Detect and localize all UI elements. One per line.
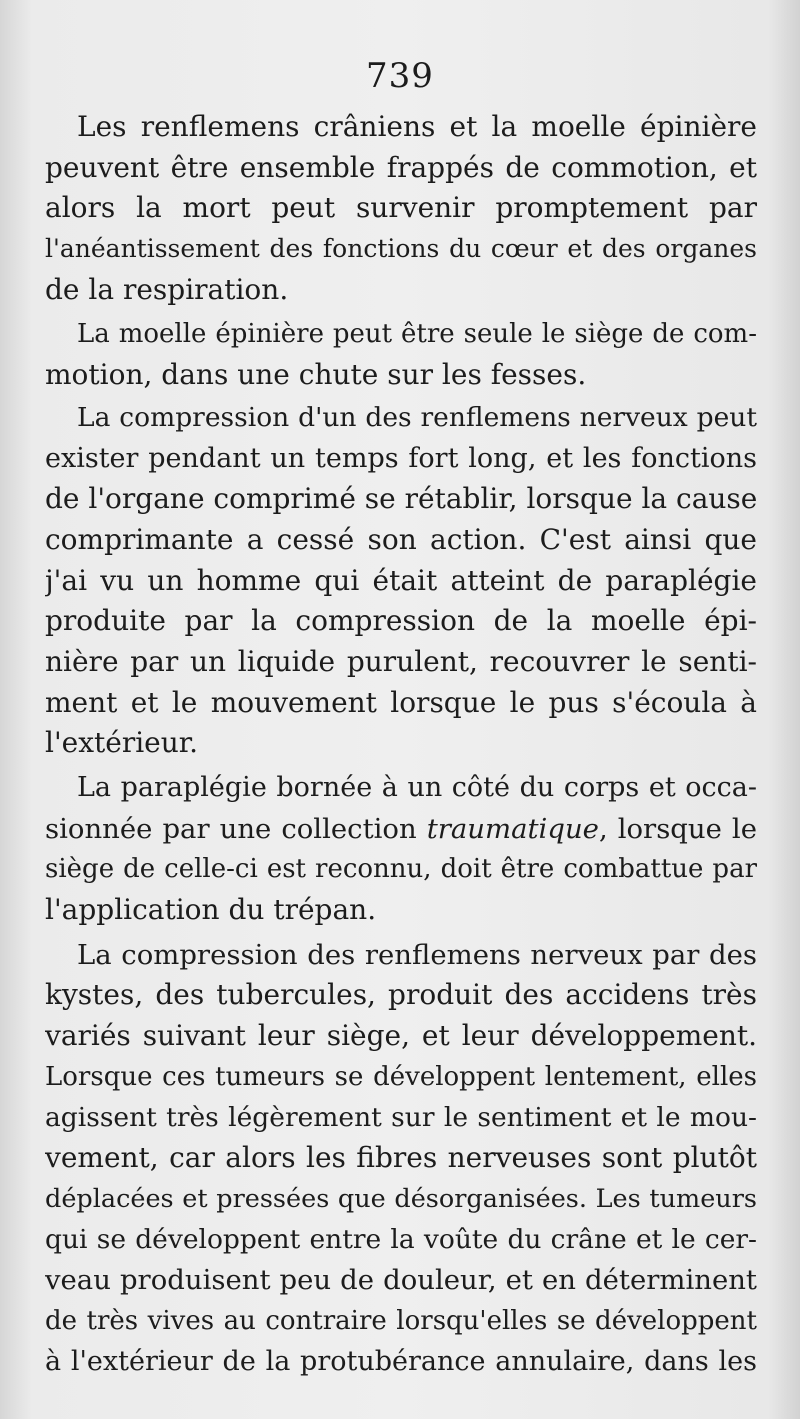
- text-line: peuvent être ensemble frappés de commotion, et: [45, 150, 757, 184]
- text-line: veau produisent peu de douleur, et en déterminent: [45, 1264, 757, 1297]
- text-line: comprimante a cessé son action. C'est ainsi que: [45, 522, 757, 556]
- text-line: siège de celle-ci est reconnu, doit être combattue par: [45, 854, 757, 885]
- text-line: La compression des renflemens nerveux par des: [77, 938, 757, 971]
- text-line: de très vives au contraire lorsqu'elles se développent: [45, 1305, 757, 1336]
- paragraph: [45, 314, 757, 395]
- text-line: exister pendant un temps fort long, et les fonctions: [45, 442, 757, 474]
- text-line: La moelle épinière peut être seule le siège de com-: [77, 319, 757, 350]
- text-line: l'extérieur.: [45, 726, 198, 760]
- text-line: agissent très légèrement sur le sentiment et le mou-: [45, 1101, 757, 1133]
- text-line: variés suivant leur siège, et leur développement.: [45, 1019, 757, 1053]
- text-line: qui se développent entre la voûte du crâne et le cer-: [45, 1223, 757, 1255]
- text-line: l'anéantissement des fonctions du cœur et des organes: [45, 234, 757, 264]
- text-line: produite par la compression de la moelle épi-: [45, 604, 757, 638]
- text-line: l'application du trépan.: [45, 893, 377, 927]
- paragraph: [45, 935, 757, 1383]
- text-line: alors la mort peut survenir promptement par: [45, 191, 757, 225]
- paragraph: [45, 768, 757, 931]
- text-line: de la respiration.: [45, 272, 289, 306]
- text-line: j'ai vu un homme qui était atteint de paraplégie: [45, 563, 757, 597]
- italic-word: traumatique: [426, 812, 599, 845]
- page-number: 739: [366, 56, 434, 96]
- text-line: nière par un liquide purulent, recouvrer le senti-: [45, 644, 757, 678]
- text-line: vement, car alors les fibres nerveuses sont plutôt: [45, 1141, 757, 1175]
- text-line: La compression d'un des renflemens nerveux peut: [77, 401, 757, 433]
- text-line: motion, dans une chute sur les fesses.: [45, 358, 587, 392]
- text-line: sionnée par une collection traumatique, lorsque le: [45, 812, 757, 845]
- body-text: [45, 107, 757, 1382]
- paragraph: [45, 398, 757, 764]
- paragraph: [45, 107, 757, 310]
- text-line: kystes, des tubercules, produit des accidens très: [45, 978, 757, 1012]
- text-line: ment et le mouvement lorsque le pus s'écoula à: [45, 685, 757, 719]
- text-line: Les renflemens crâniens et la moelle épinière: [77, 110, 757, 143]
- text-line: déplacées et pressées que désorganisées. Les tumeurs: [45, 1183, 757, 1214]
- text-line: à l'extérieur de la protubérance annulaire, dans les: [45, 1345, 757, 1377]
- text-line: Lorsque ces tumeurs se développent lentement, elles: [45, 1061, 757, 1092]
- text-line: La paraplégie bornée à un côté du corps et occa-: [77, 772, 757, 803]
- text-line: de l'organe comprimé se rétablir, lorsque la cause: [45, 482, 757, 516]
